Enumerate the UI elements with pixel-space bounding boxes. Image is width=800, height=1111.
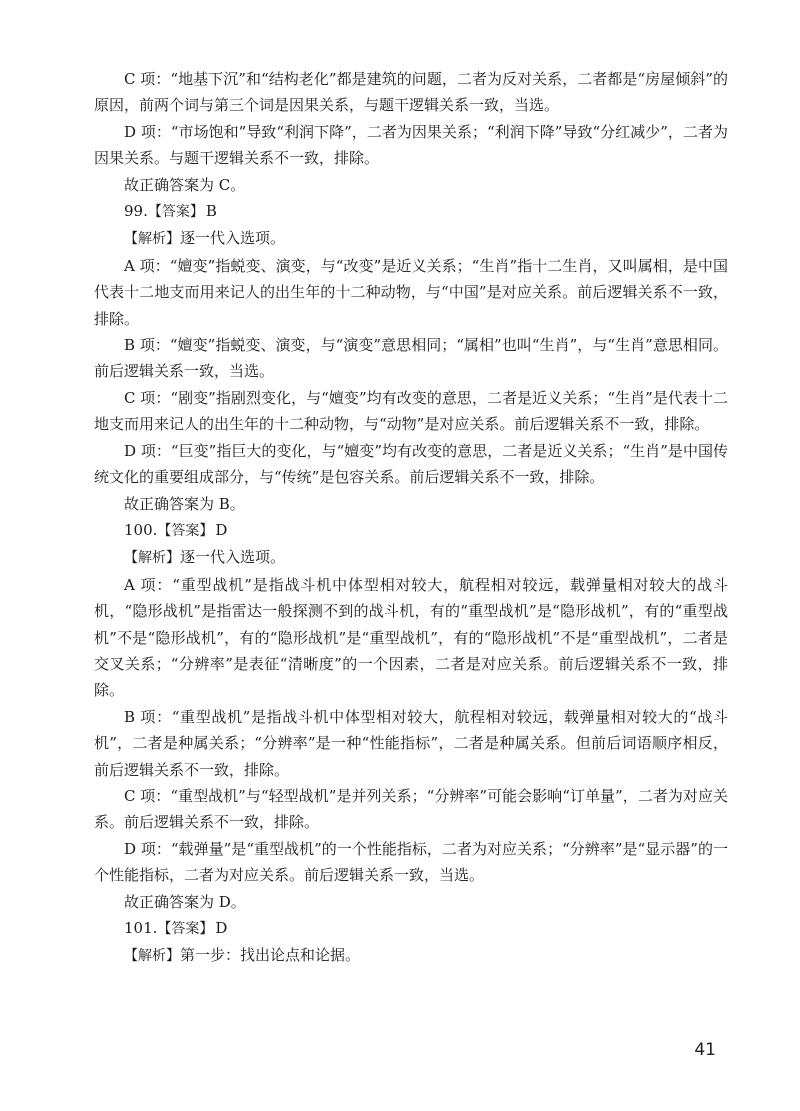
answer-value: D xyxy=(215,919,228,937)
correct-answer-q100: 故正确答案为 D。 xyxy=(124,892,246,911)
analysis-tag: 【解析】 xyxy=(124,550,180,567)
answer-tag: 【答案】 xyxy=(157,921,214,937)
page-content xyxy=(94,66,728,970)
page-number: 41 xyxy=(694,1040,716,1060)
analysis-tag: 【解析】 xyxy=(124,231,180,248)
analysis-line-q99 xyxy=(94,225,728,252)
analysis-text: 逐一代入选项。 xyxy=(180,229,286,248)
analysis-line-q100 xyxy=(94,544,728,571)
option-c-paragraph-q100: C 项：“重型战机”与“轻型战机”是并列关系；“分辨率”可能会影响“订单量”，二者为对应关系。前后逻辑关系不一致，排除。 xyxy=(94,786,728,832)
option-d-paragraph-q100: D 项：“载弹量”是“重型战机”的一个性能指标，二者为对应关系；“分辨率”是“显示器”的一个性能指标，二者为对应关系。前后逻辑关系一致，当选。 xyxy=(94,839,728,885)
question-number: 101. xyxy=(124,919,158,937)
analysis-text: 第一步：找出论点和论据。 xyxy=(180,946,361,965)
option-b-paragraph-q99: B 项：“嬗变”指蜕变、演变，与“演变”意思相同；“属相”也叫“生肖”，与“生肖”意思相同。前后逻辑关系一致，当选。 xyxy=(94,336,728,381)
answer-value: D xyxy=(215,520,228,539)
answer-tag: 【答案】 xyxy=(147,204,204,221)
option-d-paragraph-q99: D 项：“巨变”指巨大的变化，与“嬗变”均有改变的意思，二者是近义关系；“生肖”是中国传统文化的重要组成部分，与“传统”是包容关系。前后逻辑关系不一致，排除。 xyxy=(94,441,728,487)
option-c-paragraph-q98: C 项：“地基下沉”和“结构老化”都是建筑的问题，二者为反对关系，二者都是“房屋倾斜”的原因，前两个词与第三个词是因果关系，与题干逻辑关系一致，当选。 xyxy=(94,70,728,115)
answer-line-q101 xyxy=(94,915,728,942)
answer-line-q99 xyxy=(94,198,728,225)
option-a-paragraph-q100: A 项：“重型战机”是指战斗机中体型相对较大，航程相对较远，载弹量相对较大的战斗机，“隐形战机”是指雷达一般探测不到的战斗机，有的“重型战机”是“隐形战机”，有的“重型战机”不是“隐形战机”，有的“隐形战机”是“重型战机”，有的“隐形战机”不是“重型战机”，二者是交叉关系；“分辨率”是表征“清晰度”的一个因素，二者是对应关系。前后逻辑关系不一致，排除。 xyxy=(94,575,728,700)
answer-value: B xyxy=(205,202,217,221)
correct-answer-q98: 故正确答案为 C。 xyxy=(124,175,246,194)
option-c-paragraph-q99: C 项：“剧变”指剧烈变化，与“嬗变”均有改变的意思，二者是近义关系；“生肖”是代表十二地支而用来记人的出生年的十二种动物，与“动物”是对应关系。前后逻辑关系不一致，排除。 xyxy=(94,388,728,434)
option-b-paragraph-q100: B 项：“重型战机”是指战斗机中体型相对较大，航程相对较远，载弹量相对较大的“战斗机”，二者是种属关系；“分辨率”是一种“性能指标”，二者是种属关系。但前后词语顺序相反，前后逻辑关系不一致，排除。 xyxy=(94,707,728,779)
option-a-paragraph-q99: A 项：“嬗变”指蜕变、演变，与“改变”是近义关系；“生肖”指十二生肖，又叫属相，是中国代表十二地支而用来记人的出生年的十二种动物，与“中国”是对应关系。前后逻辑关系不一致，排除。 xyxy=(94,256,728,328)
question-number: 100. xyxy=(124,520,158,539)
correct-answer-q99: 故正确答案为 B。 xyxy=(124,494,245,513)
analysis-line-q101 xyxy=(94,942,728,969)
answer-line-q100 xyxy=(94,517,728,544)
option-d-paragraph-q98: D 项：“市场饱和”导致“利润下降”，二者为因果关系；“利润下降”导致“分红减少”，二者为因果关系。与题干逻辑关系不一致，排除。 xyxy=(94,122,728,168)
analysis-tag: 【解析】 xyxy=(124,948,180,965)
question-number: 99. xyxy=(124,202,148,221)
analysis-text: 逐一代入选项。 xyxy=(180,548,286,567)
answer-tag: 【答案】 xyxy=(157,522,214,539)
